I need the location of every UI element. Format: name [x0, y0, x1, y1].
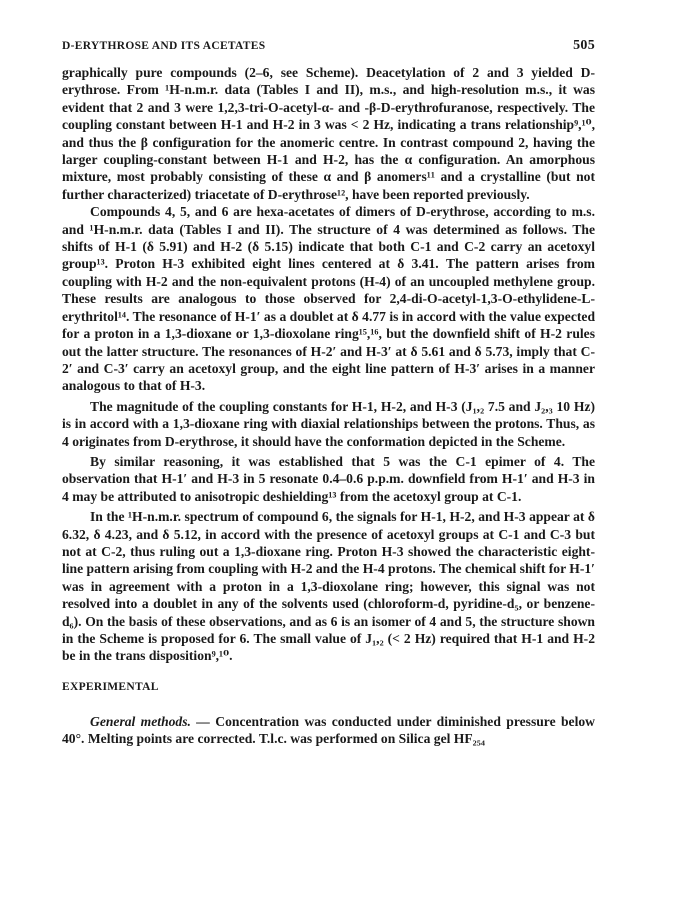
paragraph-coupling-constants: The magnitude of the coupling constants for H-1, H-2, and H-3 (J₁,₂ 7.5 and J₂,₃ 10 Hz) is in accord with a 1,3-dioxane ring with diaxial relationships between the protons. Thus, as 4 originates from D-erythrose, it should have the conformation depicted in the Scheme. [62, 398, 595, 449]
page-number: 505 [573, 38, 595, 53]
run-in-title: General methods. — [90, 713, 210, 729]
paragraph-c1-epimer: By similar reasoning, it was established that 5 was the C-1 epimer of 4. The observation that H-1′ and H-3 in 5 resonate 0.4–0.6 p.p.m. downfield from H-1′ and H-3 in 4 may be attributed to anisotropic deshielding¹³ from the acetoxyl group at C-1. [62, 453, 595, 504]
general-methods-text: Concentration was conducted under diminished pressure below 40°. Melting points are corrected. T.l.c. was performed on Silica gel HF₂₅₄ [62, 713, 595, 747]
paragraph-dimer-structure: Compounds 4, 5, and 6 are hexa-acetates of dimers of D-erythrose, according to m.s. and ¹H-n.m.r. data (Tables I and II). The structure of 4 was determined as follows. The shifts of H-1 (δ 5.91) and H-2 (δ 5.15) indicate that both C-1 and C-2 carry an acetoxyl group¹³. Proton H-3 exhibited eight lines centered at δ 3.41. The pattern arises from coupling with H-2 and the non-equivalent protons (H-4) of an uncoupled methylene group. These results are analogous to those observed for 2,4-di-O-acetyl-1,3-O-ethylidene-L-erythritol¹⁴. The resonance of H-1′ as a doublet at δ 4.77 is in accord with the value expected for a proton in a 1,3-dioxane or 1,3-dioxolane ring¹⁵,¹⁶, but the downfield shift of H-2 rules out the latter structure. The resonances of H-2′ and H-3′ at δ 5.61 and δ 5.73, imply that C-2′ and C-3′ carry an acetoxyl group, and the eight line pattern of H-3′ arises in a manner analogous to that of H-3. [62, 204, 595, 394]
paragraph-continued: graphically pure compounds (2–6, see Scheme). Deacetylation of 2 and 3 yielded D-erythrose. From ¹H-n.m.r. data (Tables I and II), m.s., and high-resolution m.s., it was evident that 2 and 3 were 1,2,3-tri-O-acetyl-α- and -β-D-erythrofuranose, respectively. The coupling constant between H-1 and H-2 in 3 was < 2 Hz, indicating a trans relationship⁹,¹⁰, and thus the β configuration for the anomeric centre. In contrast compound 2, having the larger coupling-constant between H-1 and H-2, has the α configuration. An amorphous mixture, most probably consisting of these α and β anomers¹¹ and a crystalline (but not further characterized) triacetate of D-erythrose¹², have been reported previously. [62, 65, 595, 202]
experimental-text [62, 713, 595, 748]
body-text [62, 64, 595, 665]
section-heading-experimental: EXPERIMENTAL [62, 680, 159, 693]
paragraph-compound-6: In the ¹H-n.m.r. spectrum of compound 6, the signals for H-1, H-2, and H-3 appear at δ 6.32, δ 4.23, and δ 5.12, in accord with the presence of acetoxyl groups at C-1 and C-3 but not at C-2, thus ruling out a 1,3-dioxane ring. Proton H-3 showed the characteristic eight-line pattern arising from coupling with H-2 and the H-4 protons. The chemical shift for H-1′ was in agreement with a proton in a 1,3-dioxolane ring; however, this signal was not resolved into a doublet in any of the solvents used (chloroform-d, pyridine-d₅, or benzene-d₆). On the basis of these observations, and as 6 is an isomer of 4 and 5, the structure shown in the Scheme is proposed for 6. The small value of J₁,₂ (< 2 Hz) required that H-1 and H-2 be in the trans disposition⁹,¹⁰. [62, 509, 595, 664]
running-title: D-ERYTHROSE AND ITS ACETATES [62, 40, 266, 52]
running-head [62, 38, 595, 54]
paragraph-general-methods [62, 713, 595, 748]
